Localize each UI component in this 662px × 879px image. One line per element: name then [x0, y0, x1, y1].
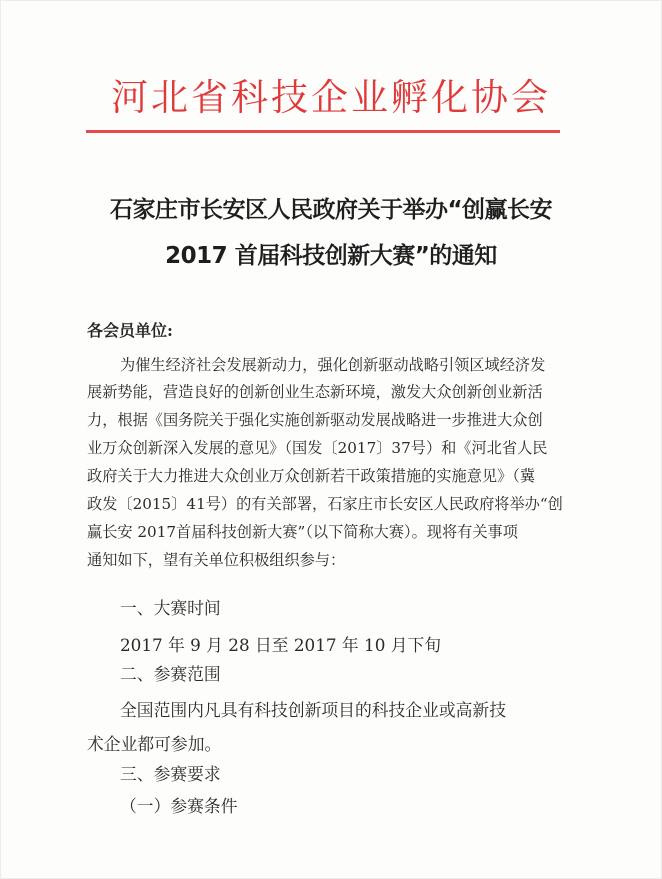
organization-letterhead: 河北省科技企业孵化协会	[111, 76, 551, 119]
paragraph-line: 政发〔2015〕41号）的有关部署，石家庄市长安区人民政府将举办“创	[87, 495, 563, 513]
letterhead-red-rule	[86, 130, 560, 133]
paragraph-line: 展新势能，营造良好的创新创业生态新环境，激发大众创新创业新活	[87, 383, 543, 401]
paragraph-line: 通知如下，望有关单位积极组织参与：	[87, 551, 346, 569]
notice-title-line-1: 石家庄市长安区人民政府关于举办“创赢长安	[109, 197, 553, 223]
salutation: 各会员单位:	[87, 321, 173, 340]
paragraph-line: 赢长安 2017首届科技创新大赛”（以下简称大赛）。现将有关事项	[87, 523, 518, 541]
section-text-scope-line-2: 术企业都可参加。	[87, 734, 222, 754]
notice-title-line-2: 2017 首届科技创新大赛”的通知	[165, 243, 497, 269]
section-heading-scope: 二、参赛范围	[120, 664, 221, 684]
subsection-heading-conditions: （一）参赛条件	[120, 796, 238, 816]
section-text-scope-line-1: 全国范围内凡具有科技创新项目的科技企业或高新技	[120, 700, 506, 720]
paragraph-line: 为催生经济社会发展新动力，强化创新驱动战略引领区域经济发	[120, 356, 546, 374]
section-heading-requirements: 三、参赛要求	[120, 764, 221, 784]
section-heading-time: 一、大赛时间	[120, 598, 221, 618]
paragraph-line: 业万众创新深入发展的意见》（国发〔2017〕37号）和《河北省人民	[87, 439, 548, 457]
section-text-time: 2017 年 9 月 28 日至 2017 年 10 月下旬	[120, 635, 442, 655]
paragraph-line: 力，根据《国务院关于强化实施创新驱动发展战略进一步推进大众创	[87, 411, 543, 429]
paragraph-line: 政府关于大力推进大众创业万众创新若干政策措施的实施意见》（冀	[87, 467, 536, 485]
